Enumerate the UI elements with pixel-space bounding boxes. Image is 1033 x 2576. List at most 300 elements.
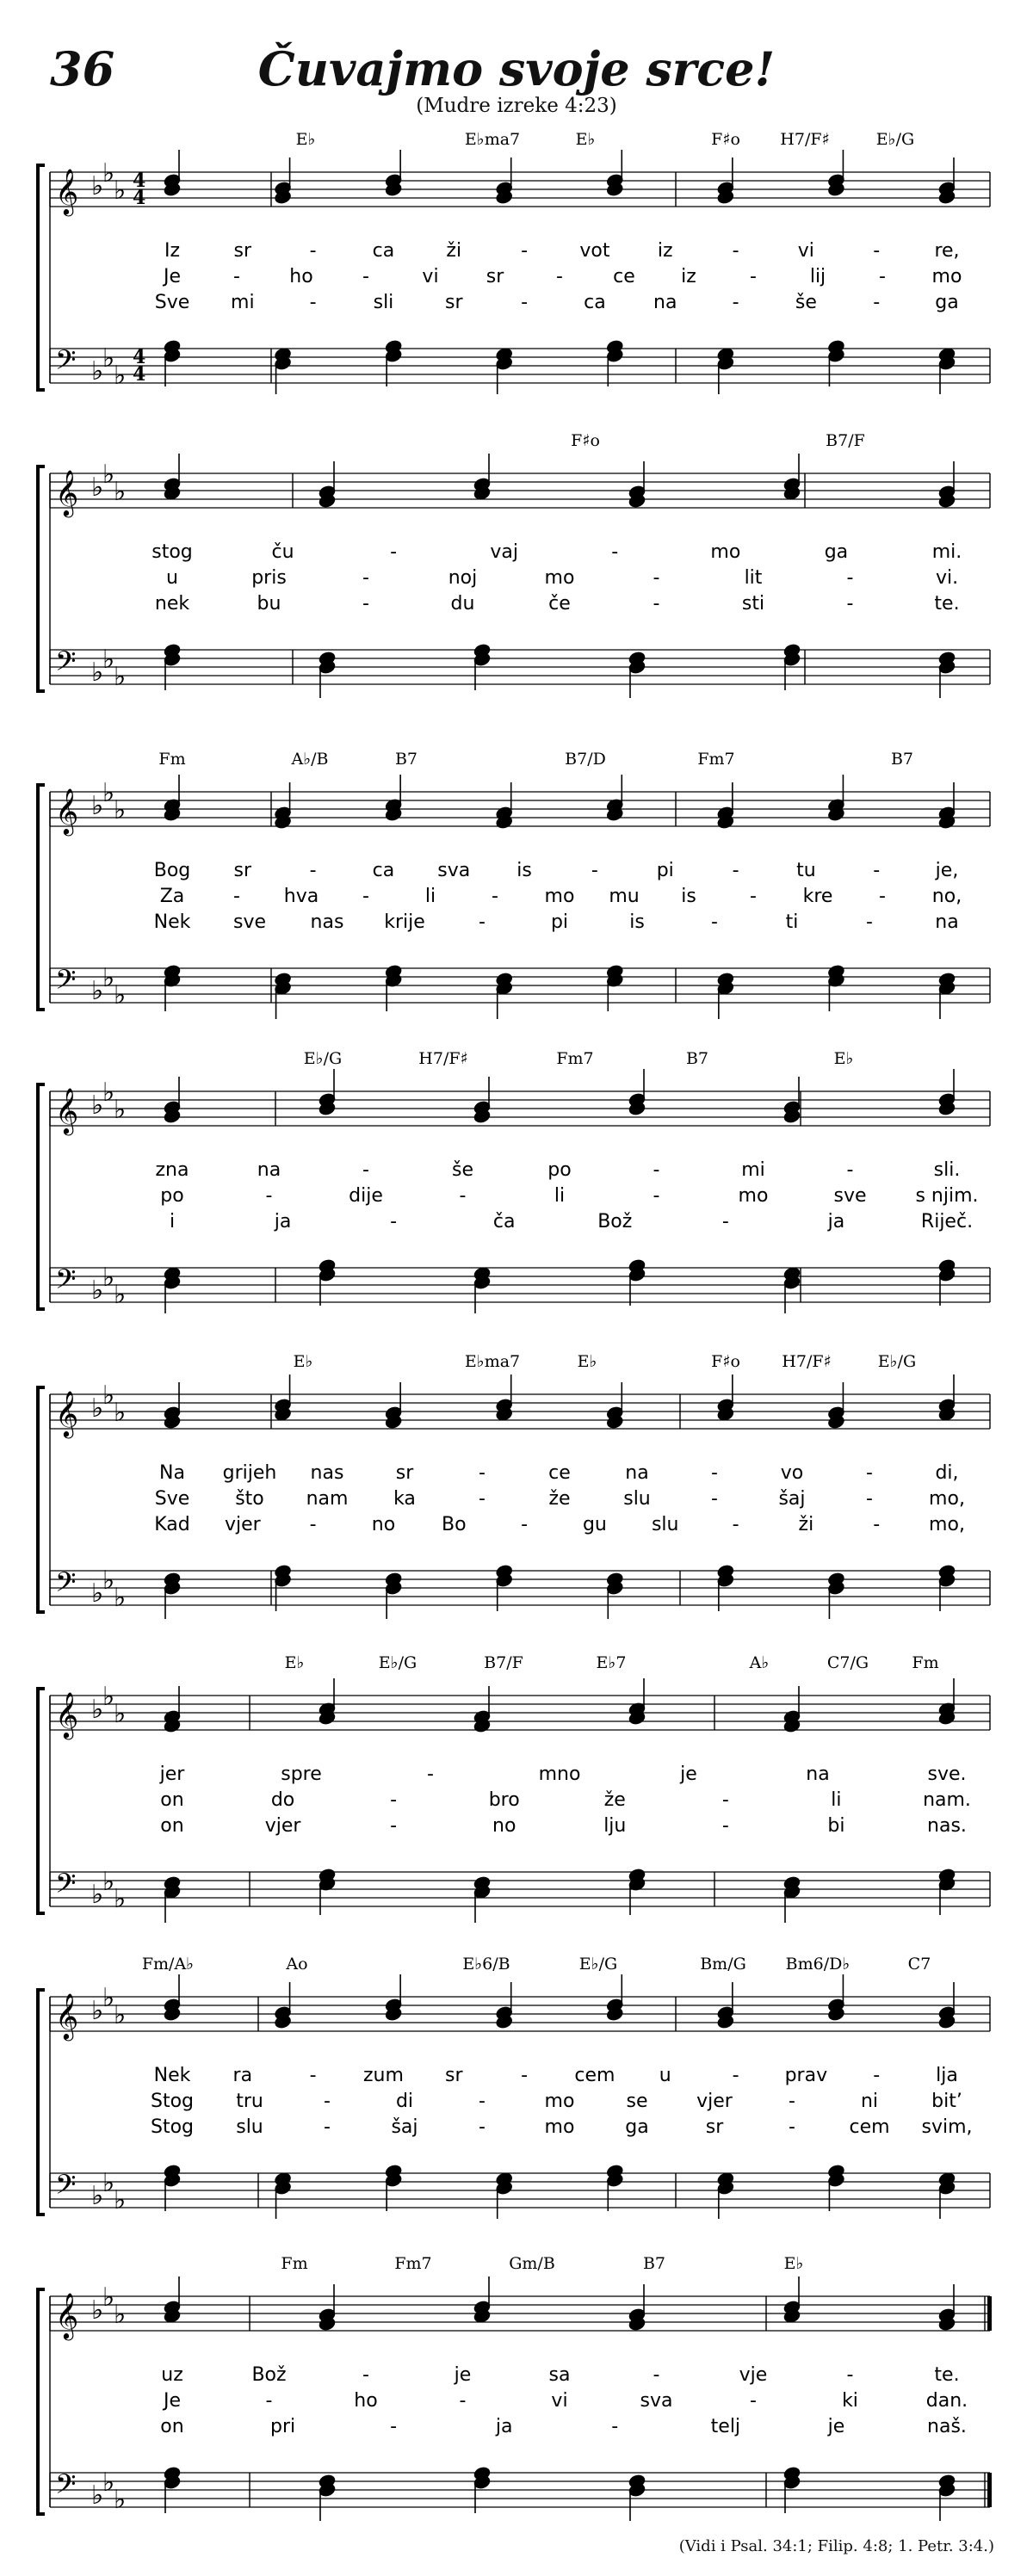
verse-line-1 (159, 1462, 959, 1484)
lyric-syllable: te. (934, 593, 960, 615)
svg-text:♭: ♭ (102, 1867, 115, 1897)
lyric-syllable: ga (935, 292, 959, 313)
system-bracket (38, 1990, 45, 2215)
lyric-hyphen: - (750, 2390, 757, 2412)
chord-symbol: E♭/G (877, 1352, 917, 1371)
lyric-syllable: Bo (441, 1514, 467, 1535)
lyric-syllable: sve (232, 911, 267, 933)
lyric-hyphen: - (789, 2116, 795, 2138)
time-signature: 4 (133, 170, 146, 192)
lyric-syllable: ja (274, 1211, 292, 1232)
system-bracket (38, 785, 45, 1010)
lyric-syllable: Sve (154, 1488, 190, 1510)
note-chord (938, 1258, 956, 1306)
lyric-syllable: noj (448, 567, 478, 589)
lyric-syllable: tru (236, 2091, 263, 2112)
lyric-syllable: na (653, 292, 677, 313)
note-chord (385, 1572, 402, 1619)
chord-symbol: H7/F♯ (418, 1049, 468, 1068)
system-bracket (38, 1689, 45, 1913)
lyric-syllable: slu (236, 2116, 263, 2138)
lyric-hyphen: - (521, 240, 529, 262)
lyric-syllable: že (603, 1789, 626, 1811)
verse-line-1 (164, 240, 960, 262)
lyric-hyphen: - (309, 292, 317, 313)
chord-symbol: E♭ (783, 2254, 804, 2273)
lyric-syllable: krije (384, 911, 425, 933)
lyric-hyphen: - (789, 2091, 795, 2112)
lyric-syllable: nas (310, 911, 344, 933)
lyric-hyphen: - (390, 1211, 398, 1232)
lyric-syllable: sve (833, 1185, 867, 1207)
lyric-syllable: dan. (925, 2390, 968, 2412)
lyric-syllable: vjer (224, 1514, 261, 1535)
lyric-hyphen: - (721, 1815, 729, 1837)
svg-text:♭: ♭ (102, 1381, 115, 1411)
lyric-hyphen: - (390, 1789, 398, 1811)
note-chord (938, 347, 956, 394)
verse-line-3 (170, 1211, 973, 1232)
lyric-hyphen: - (362, 2364, 369, 2386)
lyric-syllable: ja (827, 1211, 845, 1232)
lyric-syllable: Sve (154, 292, 190, 313)
lyric-syllable: telj (710, 2416, 741, 2437)
note-chord (827, 775, 844, 822)
lyric-hyphen: - (873, 1514, 881, 1535)
lyric-hyphen: - (846, 593, 854, 615)
lyric-syllable: ga (824, 541, 849, 563)
verse-line-3 (155, 593, 960, 615)
note-chord (606, 775, 623, 822)
lyric-hyphen: - (324, 2091, 331, 2112)
lyric-syllable: sr (705, 2116, 724, 2138)
svg-text:♭: ♭ (91, 791, 104, 821)
lyric-hyphen: - (309, 2065, 317, 2086)
chord-symbol: E♭ (577, 1352, 597, 1371)
lyric-syllable: mo, (929, 1488, 965, 1510)
note-chord (164, 1875, 181, 1923)
note-chord (827, 150, 844, 197)
time-signature: 4 (133, 346, 146, 368)
lyric-syllable: tu (796, 860, 816, 881)
lyric-syllable: zna (155, 1159, 189, 1181)
music-system-7 (38, 1955, 990, 2219)
svg-text:♭: ♭ (114, 2485, 127, 2515)
verse-line-2 (155, 1488, 965, 1510)
lyric-syllable: mno (538, 1764, 581, 1785)
lyric-syllable: iz (681, 266, 696, 287)
chord-symbol: E♭ (284, 1653, 305, 1672)
lyric-syllable: je (680, 1764, 697, 1785)
svg-text:♭: ♭ (114, 477, 127, 507)
lyric-syllable: vot (579, 240, 610, 262)
lyric-hyphen: - (611, 541, 619, 563)
lyric-syllable: is (516, 860, 532, 881)
note-chord (385, 339, 402, 386)
lyric-syllable: vje (739, 2364, 768, 2386)
chord-symbol: A♭ (749, 1653, 770, 1672)
lyric-hyphen: - (233, 886, 240, 907)
time-signature: 4 (133, 187, 146, 209)
verse-line-2 (162, 2390, 968, 2412)
lyric-hyphen: - (309, 1514, 317, 1535)
lyric-hyphen: - (653, 1185, 660, 1207)
lyric-syllable: bro (488, 1789, 520, 1811)
lyric-syllable: u (659, 2065, 671, 2086)
treble-clef-icon: 𝄞 (55, 1087, 79, 1134)
verse-line-3 (155, 292, 959, 313)
lyric-syllable: mu (609, 886, 640, 907)
bass-clef-icon: 𝄢 (55, 1263, 77, 1301)
note-chord (164, 1974, 181, 2022)
lyric-syllable: bu (257, 593, 281, 615)
note-chord (628, 1868, 646, 1915)
chord-symbol: Fm7 (394, 2254, 432, 2273)
lyric-syllable: no (492, 1815, 516, 1837)
lyric-syllable: du (450, 593, 475, 615)
music-system-6 (38, 1653, 990, 1923)
chord-symbol: B7/F (484, 1653, 523, 1672)
chord-symbol: E♭ma7 (464, 1352, 521, 1371)
note-chord (827, 964, 844, 1011)
svg-text:♭: ♭ (114, 1398, 127, 1428)
svg-text:♭: ♭ (102, 158, 115, 188)
lyric-hyphen: - (556, 266, 563, 287)
verse-line-2 (160, 1185, 978, 1207)
lyric-syllable: Je (163, 2390, 182, 2412)
note-chord (938, 1868, 956, 1915)
lyric-hyphen: - (265, 2390, 273, 2412)
lyric-syllable: hva (283, 886, 319, 907)
chord-symbol: Fm (281, 2254, 308, 2273)
treble-clef-icon: 𝄞 (55, 2292, 79, 2338)
note-chord (628, 1069, 646, 1116)
note-chord (385, 775, 402, 822)
lyric-syllable: Riječ. (920, 1211, 974, 1232)
treble-clef-icon: 𝄞 (55, 1390, 79, 1436)
chord-symbol: H7/F♯ (780, 130, 830, 149)
lyric-syllable: ra (232, 2065, 253, 2086)
lyric-syllable: dije (349, 1185, 383, 1207)
note-chord (938, 1678, 956, 1726)
lyric-hyphen: - (653, 2364, 660, 2386)
note-chord (319, 1868, 336, 1915)
svg-text:♭: ♭ (114, 1699, 127, 1729)
lyric-syllable: li (424, 886, 436, 907)
lyric-syllable: gu (582, 1514, 607, 1535)
lyric-syllable: mo (931, 266, 962, 287)
chord-symbol: E♭6/B (462, 1955, 510, 1974)
lyric-hyphen: - (362, 266, 369, 287)
lyric-hyphen: - (846, 567, 854, 589)
chord-symbol: H7/F♯ (782, 1352, 832, 1371)
note-chord (717, 347, 734, 394)
chord-symbol: C7/G (826, 1653, 869, 1672)
lyric-syllable: nas. (927, 1815, 967, 1837)
lyric-hyphen: - (591, 860, 598, 881)
lyric-syllable: mo (544, 2091, 575, 2112)
verse-line-3 (154, 1514, 965, 1535)
lyric-syllable: s njim. (915, 1185, 979, 1207)
music-system-5 (38, 1352, 990, 1619)
lyric-hyphen: - (479, 1488, 486, 1510)
lyric-syllable: do (270, 1789, 295, 1811)
chord-symbol: Gm/B (509, 2254, 555, 2273)
lyric-syllable: lju (603, 1815, 627, 1837)
lyric-hyphen: - (653, 593, 660, 615)
note-chord (783, 1266, 801, 1313)
chord-symbol: Fm/A♭ (141, 1955, 195, 1974)
note-chord (827, 1572, 844, 1619)
note-chord (319, 651, 336, 698)
lyric-syllable: vi (422, 266, 439, 287)
note-chord (385, 2164, 402, 2211)
svg-text:♭: ♭ (114, 662, 127, 692)
note-chord (496, 347, 513, 394)
lyric-syllable: če (548, 593, 571, 615)
lyric-hyphen: - (362, 567, 369, 589)
lyric-syllable: ni (860, 2091, 879, 2112)
lyric-syllable: ka (393, 1488, 416, 1510)
lyric-hyphen: - (265, 1185, 273, 1207)
bass-clef-icon: 𝄢 (55, 646, 77, 683)
system-bracket (38, 466, 45, 691)
lyric-syllable: svim, (921, 2116, 973, 2138)
lyric-syllable: ži (798, 1514, 814, 1535)
lyric-hyphen: - (866, 1488, 873, 1510)
svg-text:♭: ♭ (102, 1263, 115, 1293)
lyric-syllable: ga (625, 2116, 649, 2138)
treble-clef-icon: 𝄞 (55, 168, 79, 214)
chord-symbol: C7 (907, 1955, 931, 1974)
lyric-syllable: Iz (164, 240, 181, 262)
lyric-syllable: lij (809, 266, 826, 287)
svg-text:♭: ♭ (114, 980, 127, 1010)
lyric-syllable: sr (486, 266, 504, 287)
lyric-syllable: Kad (154, 1514, 190, 1535)
note-chord (783, 1686, 801, 1733)
lyric-hyphen: - (233, 266, 240, 287)
note-chord (938, 2171, 956, 2219)
note-chord (275, 2171, 292, 2219)
note-chord (938, 972, 956, 1019)
svg-text:♭: ♭ (114, 176, 127, 206)
final-barline (987, 2296, 992, 2331)
lyric-syllable: sr (233, 240, 252, 262)
lyric-syllable: je, (935, 860, 959, 881)
svg-text:♭: ♭ (102, 778, 115, 808)
note-chord (628, 461, 646, 509)
lyric-hyphen: - (459, 2390, 467, 2412)
lyric-syllable: slu (651, 1514, 679, 1535)
note-chord (827, 339, 844, 386)
lyric-syllable: po (547, 1159, 572, 1181)
svg-text:♭: ♭ (91, 1578, 104, 1609)
note-chord (164, 1686, 181, 1733)
lyric-hyphen: - (873, 240, 881, 262)
svg-text:♭: ♭ (102, 1078, 115, 1108)
lyric-syllable: mo (738, 1185, 769, 1207)
lyric-syllable: ho (354, 2390, 378, 2412)
lyric-hyphen: - (866, 1462, 873, 1484)
verse-line-3 (151, 2116, 973, 2138)
note-chord (938, 782, 956, 830)
svg-text:♭: ♭ (91, 658, 104, 688)
bass-clef-icon: 𝄢 (55, 344, 77, 382)
lyric-syllable: sve. (927, 1764, 967, 1785)
lyric-syllable: ki (842, 2390, 858, 2412)
lyric-hyphen: - (521, 292, 529, 313)
note-chord (938, 2474, 956, 2521)
lyric-syllable: cem (849, 2116, 890, 2138)
lyric-hyphen: - (721, 1789, 729, 1811)
lyric-syllable: cem (574, 2065, 615, 2086)
lyric-syllable: vi (797, 240, 814, 262)
note-chord (717, 972, 734, 1019)
svg-text:♭: ♭ (102, 2283, 115, 2313)
chord-symbol: E♭ (833, 1049, 854, 1068)
lyric-syllable: sli (373, 292, 394, 313)
system-bracket (38, 1084, 45, 1309)
svg-text:♭: ♭ (102, 2468, 115, 2498)
chord-symbol: Fm (158, 750, 186, 769)
music-system-4 (38, 1049, 990, 1313)
note-chord (275, 1374, 292, 1422)
svg-text:♭: ♭ (114, 1583, 127, 1613)
lyric-syllable: mo (710, 541, 741, 563)
svg-text:♭: ♭ (102, 1682, 115, 1712)
hymn-title: Čuvajmo svoje srce! (257, 41, 776, 96)
treble-clef-icon: 𝄞 (55, 1691, 79, 1738)
note-chord (319, 2284, 336, 2332)
lyric-syllable: iz (657, 240, 673, 262)
lyric-syllable: na (257, 1159, 281, 1181)
note-chord (827, 1974, 844, 2022)
lyric-hyphen: - (732, 240, 739, 262)
lyric-syllable: sti (741, 593, 765, 615)
chord-symbol: Fm7 (556, 1049, 594, 1068)
lyric-hyphen: - (711, 911, 718, 933)
note-chord (496, 1374, 513, 1422)
lyric-hyphen: - (362, 886, 369, 907)
verse-line-1 (161, 2364, 959, 2386)
lyric-syllable: is (629, 911, 645, 933)
note-chord (606, 1572, 623, 1619)
lyric-hyphen: - (873, 860, 881, 881)
lyric-syllable: mi. (931, 541, 962, 563)
verse-line-1 (156, 1159, 961, 1181)
treble-clef-icon: 𝄞 (55, 788, 79, 834)
chord-symbol: B7/F (826, 431, 865, 450)
note-chord (164, 2164, 181, 2211)
lyric-syllable: ži (446, 240, 462, 262)
music-system-1 (38, 130, 990, 394)
lyric-hyphen: - (873, 2065, 881, 2086)
lyric-syllable: stog (152, 541, 193, 563)
lyric-syllable: ca (372, 860, 395, 881)
lyric-hyphen: - (879, 266, 886, 287)
lyric-syllable: lit (744, 567, 763, 589)
note-chord (164, 775, 181, 822)
lyric-syllable: Na (159, 1462, 185, 1484)
lyric-syllable: slu (623, 1488, 651, 1510)
verse-line-1 (152, 541, 962, 563)
lyric-syllable: mo (544, 886, 575, 907)
bass-clef-icon: 𝄢 (55, 2169, 77, 2207)
chord-symbol: Ao (286, 1955, 308, 1974)
note-chord (473, 2276, 491, 2324)
chord-symbol: B7 (685, 1049, 709, 1068)
note-chord (319, 1678, 336, 1726)
chord-symbol: B7 (890, 750, 914, 769)
lyric-syllable: jer (159, 1764, 185, 1785)
note-chord (628, 1678, 646, 1726)
chord-symbol: Bm6/D♭ (785, 1955, 851, 1974)
svg-text:♭: ♭ (102, 343, 115, 374)
svg-text:♭: ♭ (102, 460, 115, 490)
lyric-syllable: pris (251, 567, 287, 589)
lyric-hyphen: - (479, 2091, 486, 2112)
lyric-syllable: sva (437, 860, 471, 881)
lyric-hyphen: - (711, 1462, 718, 1484)
lyric-hyphen: - (459, 1185, 467, 1207)
lyric-syllable: Stog (150, 2116, 195, 2138)
svg-text:♭: ♭ (114, 1280, 127, 1310)
lyric-hyphen: - (653, 1159, 660, 1181)
chord-symbol: F♯o (711, 130, 740, 149)
lyric-hyphen: - (362, 593, 369, 615)
bass-clef-icon: 𝄢 (55, 1868, 77, 1906)
svg-text:♭: ♭ (114, 1884, 127, 1914)
chord-symbol: Fm7 (697, 750, 735, 769)
note-chord (385, 1974, 402, 2022)
note-chord (783, 2276, 801, 2324)
note-chord (473, 454, 491, 501)
lyric-hyphen: - (479, 2116, 486, 2138)
chord-symbol: B7 (642, 2254, 666, 2273)
lyric-syllable: on (160, 2416, 184, 2437)
note-chord (606, 1974, 623, 2022)
lyric-syllable: ja (495, 2416, 513, 2437)
lyric-syllable: ča (492, 1211, 516, 1232)
svg-text:♭: ♭ (91, 1090, 104, 1121)
svg-text:♭: ♭ (91, 171, 104, 201)
note-chord (275, 347, 292, 394)
note-chord (606, 2164, 623, 2211)
lyric-syllable: ce (613, 266, 635, 287)
lyric-syllable: što (235, 1488, 264, 1510)
lyric-syllable: bi (827, 1815, 845, 1837)
lyric-syllable: prav (784, 2065, 828, 2086)
lyric-syllable: on (160, 1789, 184, 1811)
note-chord (783, 454, 801, 501)
final-barline (987, 2473, 992, 2507)
lyric-syllable: mo (544, 567, 575, 589)
chord-symbol: Bm/G (700, 1955, 746, 1974)
chord-symbol: E♭/G (875, 130, 915, 149)
lyric-hyphen: - (390, 2416, 398, 2437)
verse-line-2 (166, 567, 958, 589)
chord-symbol: B7 (394, 750, 418, 769)
lyric-syllable: kre (802, 886, 833, 907)
lyric-syllable: ca (584, 292, 606, 313)
note-chord (717, 2171, 734, 2219)
chord-symbol: E♭ (295, 130, 316, 149)
note-chord (606, 339, 623, 386)
lyric-syllable: is (681, 886, 696, 907)
lyric-syllable: sva (640, 2390, 673, 2412)
lyric-syllable: ce (548, 1462, 571, 1484)
